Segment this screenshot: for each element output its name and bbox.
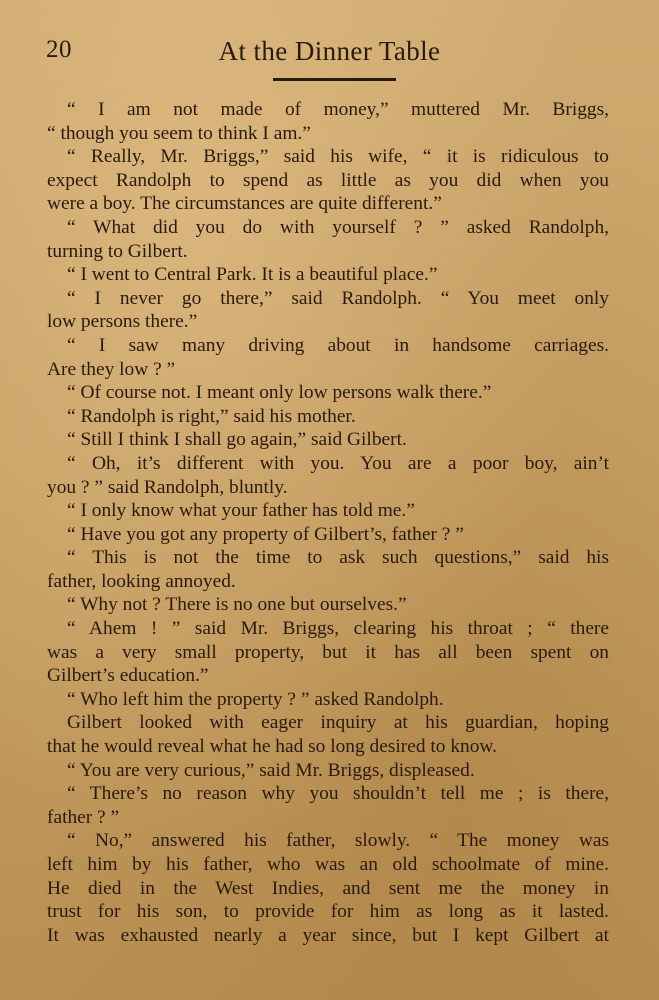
text-line: were a boy. The circumstances are quite different.” xyxy=(47,193,442,215)
text-line: “ This is not the time to ask such questions,” said his xyxy=(67,547,609,569)
header-rule xyxy=(273,78,396,81)
text-line: “ though you seem to think I am.” xyxy=(47,122,311,144)
text-line: “ Have you got any property of Gilbert’s, father ? ” xyxy=(67,523,464,545)
text-line: turning to Gilbert. xyxy=(47,240,188,262)
text-line: “ Really, Mr. Briggs,” said his wife, “ it is ridiculous to xyxy=(67,146,609,168)
body-text xyxy=(47,98,609,947)
text-line: “ There’s no reason why you shouldn’t tell me ; is there, xyxy=(67,783,609,805)
text-line: father ? ” xyxy=(47,806,120,828)
text-line: He died in the West Indies, and sent me the money in xyxy=(47,877,609,899)
text-line: “ Randolph is right,” said his mother. xyxy=(67,405,356,427)
text-line: “ Who left him the property ? ” asked Randolph. xyxy=(67,688,444,710)
text-line: Gilbert looked with eager inquiry at his guardian, hoping xyxy=(67,712,609,734)
text-line: “ I am not made of money,” muttered Mr. Briggs, xyxy=(67,99,609,120)
text-line: you ? ” said Randolph, bluntly. xyxy=(47,476,288,498)
text-line: expect Randolph to spend as little as you did when you xyxy=(47,169,609,191)
page-number: 20 xyxy=(46,36,72,63)
running-title: At the Dinner Table xyxy=(218,36,441,66)
text-line: “ What did you do with yourself ? ” asked Randolph, xyxy=(67,216,609,238)
text-line: “ I only know what your father has told me.” xyxy=(67,500,415,522)
text-line: “ I never go there,” said Randolph. “ You meet only xyxy=(67,287,609,309)
text-line: “ No,” answered his father, slowly. “ The money was xyxy=(67,830,609,852)
text-line: low persons there.” xyxy=(47,311,198,333)
text-line: that he would reveal what he had so long desired to know. xyxy=(47,736,497,758)
text-line: “ Why not ? There is no one but ourselves.” xyxy=(67,594,407,616)
text-line: “ Ahem ! ” said Mr. Briggs, clearing his throat ; “ there xyxy=(67,618,609,640)
text-line: Gilbert’s education.” xyxy=(47,665,209,687)
text-line: was a very small property, but it has all been spent on xyxy=(47,641,609,663)
text-line: “ Still I think I shall go again,” said Gilbert. xyxy=(67,429,407,451)
text-line: “ I went to Central Park. It is a beautiful place.” xyxy=(67,264,438,286)
text-line: “ Oh, it’s different with you. You are a poor boy, ain’t xyxy=(67,452,609,474)
text-line: It was exhausted nearly a year since, but I kept Gilbert at xyxy=(47,924,609,946)
text-line: Are they low ? ” xyxy=(47,358,176,380)
text-line: “ I saw many driving about in handsome carriages. xyxy=(67,334,609,356)
text-line: left him by his father, who was an old schoolmate of mine. xyxy=(47,854,609,875)
text-line: trust for his son, to provide for him as long as it lasted. xyxy=(47,901,609,923)
text-line: “ Of course not. I meant only low persons walk there.” xyxy=(67,382,492,404)
text-line: father, looking annoyed. xyxy=(47,570,236,592)
text-line: “ You are very curious,” said Mr. Briggs, displeased. xyxy=(67,759,475,781)
